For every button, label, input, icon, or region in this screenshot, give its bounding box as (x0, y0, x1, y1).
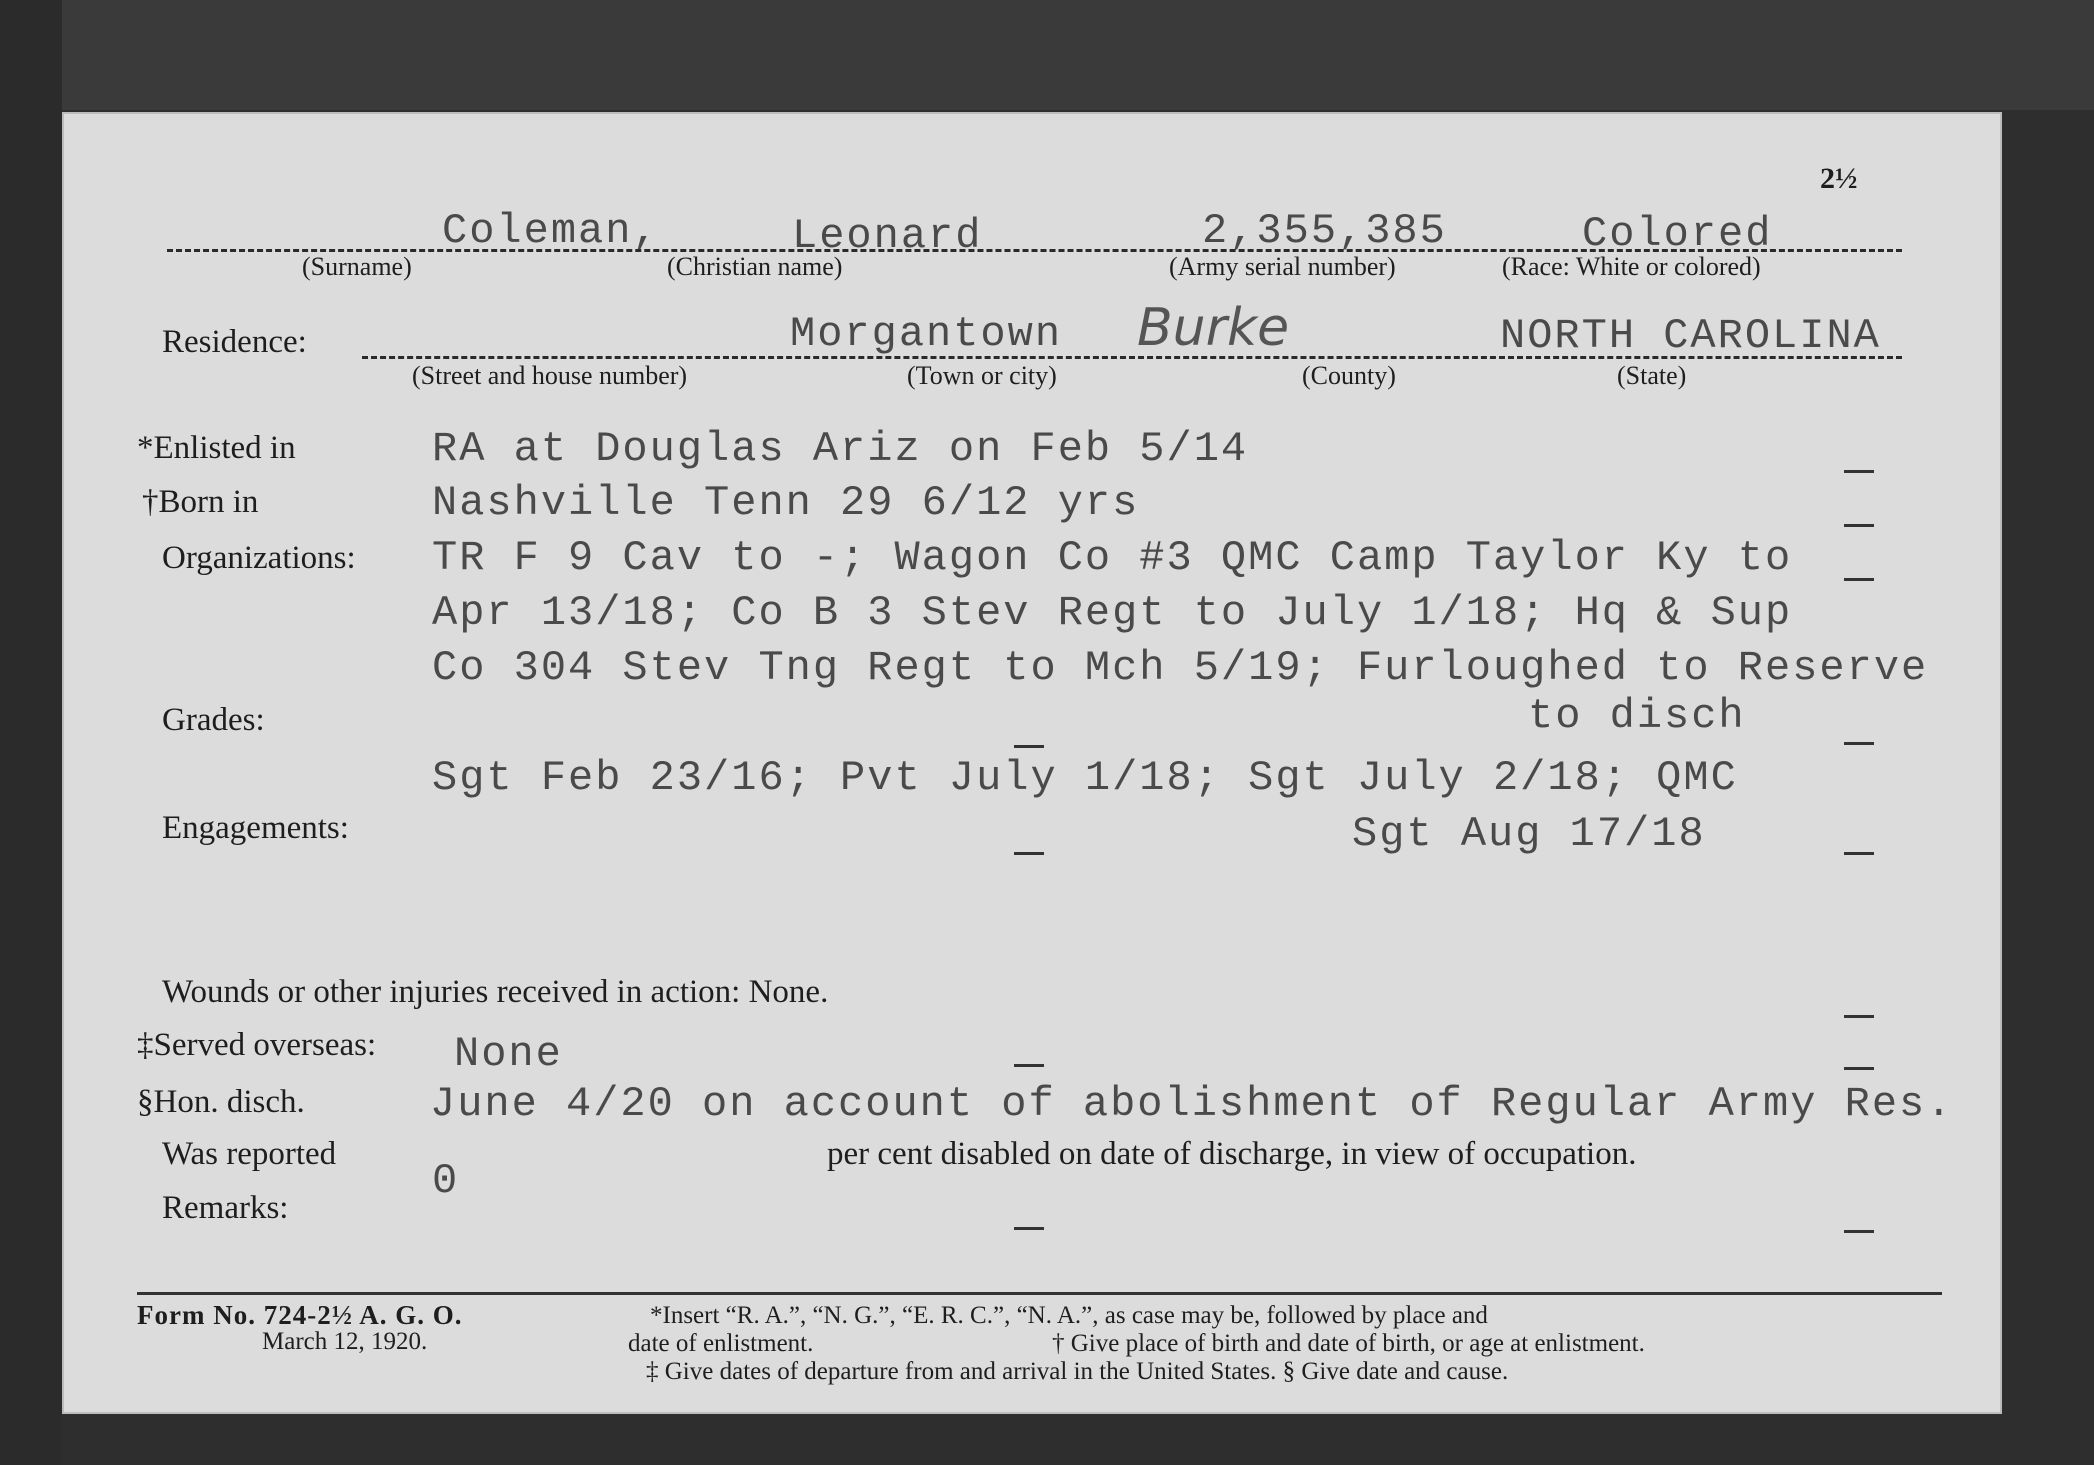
scan-background-top (0, 0, 2094, 110)
disabled-value: 0 (432, 1157, 460, 1205)
form-number: Form No. 724-2½ A. G. O. (137, 1300, 463, 1330)
remarks-label: Remarks: (162, 1190, 289, 1226)
surname-caption: (Surname) (302, 252, 412, 281)
serial-number-caption: (Army serial number) (1169, 252, 1396, 281)
grades-label: Grades: (162, 702, 265, 738)
organizations-label: Organizations: (162, 540, 356, 576)
county-value: Burke (1137, 298, 1290, 358)
grades-line-2: Sgt Aug 17/18 (1352, 810, 1706, 858)
footnote-line-2a: date of enlistment. (628, 1330, 814, 1357)
corner-number: 2½ (1820, 162, 1858, 195)
organizations-line-2: Apr 13/18; Co B 3 Stev Regt to July 1/18; Hq & Sup (432, 589, 1793, 637)
reported-label: Was reported (162, 1136, 337, 1172)
born-value: Nashville Tenn 29 6/12 yrs (432, 479, 1140, 527)
scan-background-left (0, 0, 62, 1465)
engagements-mid-mark (1014, 852, 1044, 855)
overseas-mid-mark (1014, 1064, 1044, 1067)
footnote-line-2b: † Give place of birth and date of birth, or age at enlistment. (1052, 1330, 1645, 1357)
wounds-label: Wounds or other injuries received in action: None. (162, 974, 829, 1010)
engagements-end-mark (1844, 852, 1874, 855)
grades-end-mark (1844, 742, 1874, 745)
grades-mid-mark (1014, 745, 1044, 748)
organizations-line-1: TR F 9 Cav to -; Wagon Co #3 QMC Camp Taylor Ky to (432, 534, 1793, 582)
christian-name-value: Leonard (792, 212, 983, 260)
hon-disch-label: §Hon. disch. (137, 1084, 305, 1120)
state-caption: (State) (1617, 361, 1687, 390)
overseas-label: ‡Served overseas: (137, 1027, 377, 1063)
enlisted-end-mark (1844, 470, 1874, 473)
enlisted-value: RA at Douglas Ariz on Feb 5/14 (432, 425, 1249, 473)
service-record-card (62, 112, 2002, 1414)
overseas-value: None (454, 1030, 563, 1078)
surname-value: Coleman, (442, 207, 660, 255)
grades-line-1: Sgt Feb 23/16; Pvt July 1/18; Sgt July 2/18; QMC (432, 754, 1738, 802)
county-caption: (County) (1302, 361, 1396, 390)
born-end-mark (1844, 524, 1874, 527)
town-value: Morgantown (790, 310, 1063, 358)
christian-name-caption: (Christian name) (667, 252, 843, 281)
residence-label: Residence: (162, 324, 307, 360)
engagements-label: Engagements: (162, 810, 349, 846)
town-caption: (Town or city) (907, 361, 1057, 390)
wounds-end-mark (1844, 1015, 1874, 1018)
organizations-end-mark (1844, 578, 1874, 581)
serial-number-value: 2,355,385 (1202, 207, 1447, 255)
overseas-end-mark (1844, 1067, 1874, 1070)
hon-disch-value: June 4/20 on account of abolishment of Regular Army Res. (430, 1080, 1954, 1128)
state-value: NORTH CAROLINA (1500, 312, 1881, 360)
born-label: †Born in (142, 484, 259, 520)
disabled-text: per cent disabled on date of discharge, in view of occupation. (827, 1136, 1637, 1172)
race-value: Colored (1582, 210, 1773, 258)
footnote-line-1: *Insert “R. A.”, “N. G.”, “E. R. C.”, “N. A.”, as case may be, followed by place and (650, 1302, 1488, 1329)
organizations-line-3: Co 304 Stev Tng Regt to Mch 5/19; Furloughed to Reserve (432, 644, 1929, 692)
residence-line (362, 356, 1902, 359)
remarks-end-mark (1844, 1230, 1874, 1233)
footnote-line-3: ‡ Give dates of departure from and arrival in the United States. § Give date and cause. (646, 1358, 1509, 1385)
street-caption: (Street and house number) (412, 361, 688, 390)
footer-rule (137, 1292, 1942, 1295)
enlisted-label: *Enlisted in (137, 430, 296, 466)
race-caption: (Race: White or colored) (1502, 252, 1761, 281)
organizations-line-4: to disch (1528, 692, 1746, 740)
remarks-mid-mark (1014, 1227, 1044, 1230)
form-date: March 12, 1920. (262, 1328, 428, 1355)
